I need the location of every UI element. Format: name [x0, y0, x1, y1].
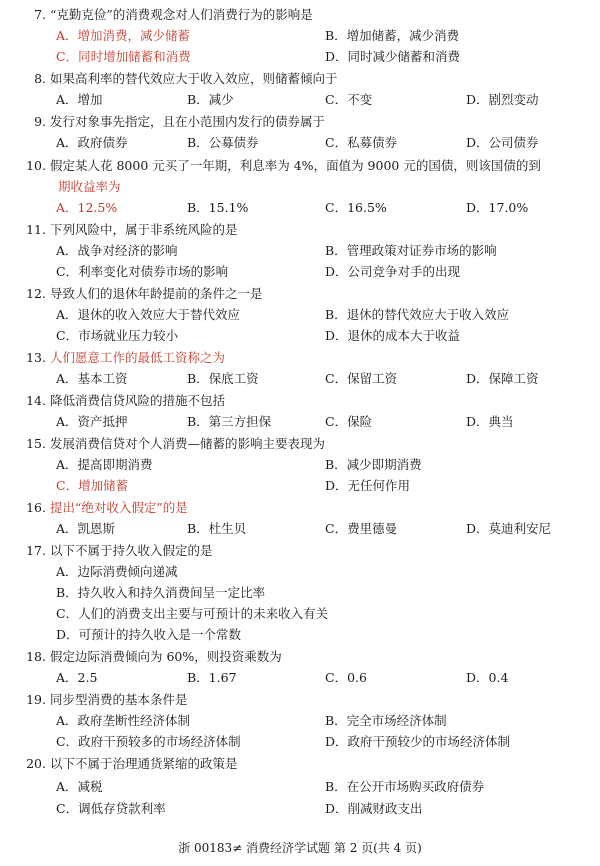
option-c: C．0.6: [325, 670, 367, 685]
options-row: [0, 667, 600, 688]
options-row: [0, 710, 600, 731]
question-text: 以下不属于持久收入假定的是: [50, 543, 213, 558]
option-a: A．增加: [56, 92, 103, 107]
question-number: 18.: [26, 649, 46, 664]
question-9: [0, 111, 600, 132]
options-row: [0, 776, 600, 797]
options-row: [0, 582, 600, 603]
option-a: A．政府债券: [56, 135, 128, 150]
question-text: 发展消费信贷对个人消费—储蓄的影响主要表现为: [50, 436, 326, 451]
option-a: A．边际消费倾向递减: [56, 564, 178, 579]
option-b: B．持久收入和持久消费间呈一定比率: [56, 585, 266, 600]
question-20: [0, 753, 600, 774]
question-number: 13.: [26, 350, 46, 365]
option-c: C．人们的消费支出主要与可预计的未来收入有关: [56, 606, 329, 621]
option-a: A．增加消费，减少储蓄: [56, 28, 191, 43]
option-b: B．减少即期消费: [325, 457, 422, 472]
option-c: C．保险: [325, 414, 373, 429]
question-number: 7.: [34, 7, 46, 22]
option-c: C．保留工资: [325, 371, 398, 386]
option-b: B．增加储蓄，减少消费: [325, 28, 460, 43]
option-a: A．基本工资: [56, 371, 128, 386]
question-text-cont: 期收益率为: [58, 179, 121, 194]
option-b: B．杜生贝: [187, 521, 247, 536]
option-d: D．削减财政支出: [325, 801, 423, 816]
option-d: D．17.0%: [466, 200, 529, 215]
options-row: [0, 132, 600, 153]
options-row: [0, 454, 600, 475]
option-c: C．调低存贷款利率: [56, 801, 166, 816]
option-c: C．政府干预较多的市场经济体制: [56, 734, 241, 749]
option-b: B．第三方担保: [187, 414, 272, 429]
option-a: A．2.5: [56, 670, 98, 685]
question-10: [0, 155, 600, 176]
question-text: 如果高利率的替代效应大于收入效应，则储蓄倾向于: [50, 71, 338, 86]
option-c: C．不变: [325, 92, 373, 107]
question-text: 提出“绝对收入假定”的是: [50, 500, 188, 515]
option-a: A．减税: [56, 779, 103, 794]
question-18: [0, 646, 600, 667]
question-text: 假定边际消费倾向为 60%，则投资乘数为: [50, 649, 282, 664]
question-text: 假定某人花 8000 元买了一年期，利息率为 4%，面值为 9000 元的国债，则该国债的到: [50, 158, 541, 173]
question-number: 12.: [26, 286, 46, 301]
question-19: [0, 689, 600, 710]
option-b: B．退休的替代效应大于收入效应: [325, 307, 510, 322]
options-row: [0, 325, 600, 346]
option-b: B．保底工资: [187, 371, 259, 386]
options-row: [0, 89, 600, 110]
question-text: 同步型消费的基本条件是: [50, 692, 188, 707]
options-row: [0, 240, 600, 261]
option-a: A．退休的收入效应大于替代效应: [56, 307, 241, 322]
option-d: D．剧烈变动: [466, 92, 539, 107]
question-number: 16.: [26, 500, 46, 515]
option-c: C．私募债券: [325, 135, 398, 150]
options-row: [0, 197, 600, 218]
option-d: D．无任何作用: [325, 478, 411, 493]
question-number: 11.: [26, 222, 46, 237]
option-a: A．战争对经济的影响: [56, 243, 178, 258]
options-row: [0, 368, 600, 389]
options-row: [0, 603, 600, 624]
question-number: 10.: [26, 158, 46, 173]
question-text: “克勤克俭”的消费观念对人们消费行为的影响是: [50, 7, 313, 22]
option-b: B．1.67: [187, 670, 237, 685]
options-row: [0, 261, 600, 282]
option-b: B．在公开市场购买政府债券: [325, 779, 485, 794]
option-d: D．公司竞争对手的出现: [325, 264, 461, 279]
option-b: B．减少: [187, 92, 234, 107]
question-text: 下列风险中，属于非系统风险的是: [50, 222, 238, 237]
question-16: [0, 497, 600, 518]
question-text: 发行对象事先指定，且在小范围内发行的债券属于: [50, 114, 326, 129]
question-continuation: [0, 176, 600, 197]
option-b: B．公募债券: [187, 135, 259, 150]
option-d: D．退休的成本大于收益: [325, 328, 461, 343]
options-row: [0, 561, 600, 582]
question-number: 17.: [26, 543, 46, 558]
question-15: [0, 433, 600, 454]
option-b: B．15.1%: [187, 200, 249, 215]
page-footer: 浙 00183≠ 消费经济学试题 第 2 页(共 4 页): [178, 841, 422, 855]
question-text: 降低消费信贷风险的措施不包括: [50, 393, 226, 408]
option-a: A．12.5%: [56, 200, 118, 215]
options-row: [0, 475, 600, 496]
option-d: D．0.4: [466, 670, 509, 685]
option-d: D．莫迪利安尼: [466, 521, 552, 536]
option-d: D．政府干预较少的市场经济体制: [325, 734, 511, 749]
option-d: D．同时减少储蓄和消费: [325, 49, 461, 64]
question-7: [0, 4, 600, 25]
option-c: C．16.5%: [325, 200, 387, 215]
option-a: A．提高即期消费: [56, 457, 153, 472]
option-d: D．公司债券: [466, 135, 539, 150]
question-text: 人们愿意工作的最低工资称之为: [50, 350, 226, 365]
options-row: [0, 46, 600, 67]
question-text: 以下不属于治理通货紧缩的政策是: [50, 756, 238, 771]
options-row: [0, 25, 600, 46]
question-number: 20.: [26, 756, 46, 771]
options-row: [0, 798, 600, 819]
option-c: C．市场就业压力较小: [56, 328, 179, 343]
option-c: C．费里德曼: [325, 521, 398, 536]
option-b: B．管理政策对证券市场的影响: [325, 243, 497, 258]
option-d: D．可预计的持久收入是一个常数: [56, 627, 242, 642]
question-number: 19.: [26, 692, 46, 707]
options-row: [0, 304, 600, 325]
option-c: C．利率变化对债券市场的影响: [56, 264, 229, 279]
option-d: D．保障工资: [466, 371, 539, 386]
question-12: [0, 283, 600, 304]
options-row: [0, 731, 600, 752]
option-c: C．增加储蓄: [56, 478, 129, 493]
question-8: [0, 68, 600, 89]
question-number: 8.: [34, 71, 46, 86]
option-a: A．政府垄断性经济体制: [56, 713, 191, 728]
question-13: [0, 347, 600, 368]
option-d: D．典当: [466, 414, 514, 429]
question-11: [0, 219, 600, 240]
question-17: [0, 540, 600, 561]
option-b: B．完全市场经济体制: [325, 713, 447, 728]
question-text: 导致人们的退休年龄提前的条件之一是: [50, 286, 263, 301]
question-number: 14.: [26, 393, 46, 408]
question-14: [0, 390, 600, 411]
question-number: 15.: [26, 436, 46, 451]
options-row: [0, 624, 600, 645]
option-a: A．资产抵押: [56, 414, 128, 429]
option-c: C．同时增加储蓄和消费: [56, 49, 191, 64]
option-a: A．凯恩斯: [56, 521, 116, 536]
options-row: [0, 411, 600, 432]
question-number: 9.: [34, 114, 46, 129]
options-row: [0, 518, 600, 539]
